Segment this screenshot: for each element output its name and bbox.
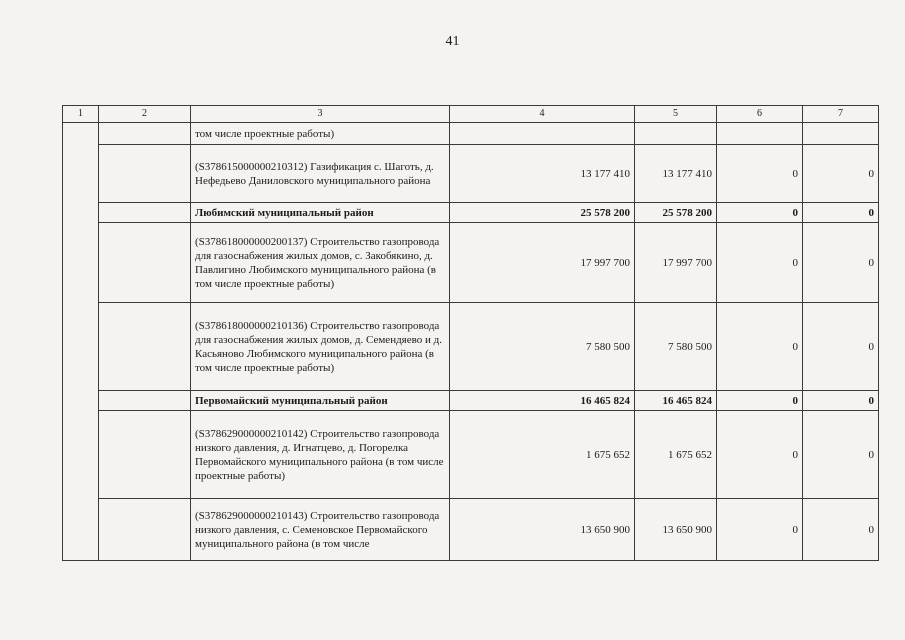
row-number-cell (63, 123, 99, 561)
amount-cell (635, 123, 717, 145)
table-row (63, 499, 879, 561)
header-cell: 3 (191, 106, 450, 123)
header-cell: 1 (63, 106, 99, 123)
amount-cell: 13 650 900 (450, 499, 635, 561)
amount-cell: 1 675 652 (635, 411, 717, 499)
description-cell: (S378629000000210143) Строительство газопровода низкого давления, с. Семеновское Первомайского муниципального района (в том числе (191, 499, 450, 561)
code-cell (99, 145, 191, 203)
table-row (63, 123, 879, 145)
amount-cell: 7 580 500 (635, 303, 717, 391)
amount-cell: 0 (717, 203, 803, 223)
header-cell: 7 (803, 106, 879, 123)
description-cell: (S378629000000210142) Строительство газопровода низкого давления, д. Игнатцево, д. Погорелка Первомайского муниципального района (в том числе проектные работы) (191, 411, 450, 499)
code-cell (99, 203, 191, 223)
table-row (63, 303, 879, 391)
amount-cell: 0 (803, 145, 879, 203)
code-cell (99, 391, 191, 411)
header-cell: 2 (99, 106, 191, 123)
amount-cell: 25 578 200 (450, 203, 635, 223)
district-name: Первомайский муниципальный район (191, 391, 450, 411)
table-header-row (63, 106, 879, 123)
amount-cell: 0 (803, 411, 879, 499)
amount-cell: 0 (717, 223, 803, 303)
amount-cell (450, 123, 635, 145)
amount-cell: 0 (717, 411, 803, 499)
amount-cell: 16 465 824 (450, 391, 635, 411)
description-cell: (S378615000000210312) Газификация с. Шаготь, д. Нефедьево Даниловского муниципального района (191, 145, 450, 203)
amount-cell: 13 177 410 (450, 145, 635, 203)
amount-cell: 16 465 824 (635, 391, 717, 411)
amount-cell: 7 580 500 (450, 303, 635, 391)
budget-table (62, 105, 879, 561)
table-row (63, 411, 879, 499)
district-subtotal-row (63, 203, 879, 223)
header-cell: 6 (717, 106, 803, 123)
district-name: Любимский муниципальный район (191, 203, 450, 223)
header-cell: 5 (635, 106, 717, 123)
amount-cell: 0 (717, 145, 803, 203)
description-cell: том числе проектные работы) (191, 123, 450, 145)
amount-cell: 0 (803, 391, 879, 411)
amount-cell: 1 675 652 (450, 411, 635, 499)
amount-cell: 17 997 700 (450, 223, 635, 303)
amount-cell: 0 (717, 391, 803, 411)
table-row (63, 145, 879, 203)
amount-cell: 0 (717, 303, 803, 391)
amount-cell: 17 997 700 (635, 223, 717, 303)
code-cell (99, 223, 191, 303)
amount-cell: 0 (803, 499, 879, 561)
amount-cell: 13 177 410 (635, 145, 717, 203)
amount-cell: 0 (803, 303, 879, 391)
code-cell (99, 499, 191, 561)
description-cell: (S378618000000210136) Строительство газопровода для газоснабжения жилых домов, д. Семендяево и д. Касьяново Любимского муниципального района (в том числе проектные работы) (191, 303, 450, 391)
code-cell (99, 123, 191, 145)
amount-cell (803, 123, 879, 145)
table-row (63, 223, 879, 303)
page-number: 41 (445, 34, 460, 49)
code-cell (99, 411, 191, 499)
amount-cell: 0 (803, 223, 879, 303)
amount-cell: 13 650 900 (635, 499, 717, 561)
amount-cell (717, 123, 803, 145)
header-cell: 4 (450, 106, 635, 123)
description-cell: (S378618000000200137) Строительство газопровода для газоснабжения жилых домов, с. Закобякино, д. Павлигино Любимского муниципального района (в том числе проектные работы) (191, 223, 450, 303)
amount-cell: 0 (717, 499, 803, 561)
code-cell (99, 303, 191, 391)
amount-cell: 0 (803, 203, 879, 223)
district-subtotal-row (63, 391, 879, 411)
amount-cell: 25 578 200 (635, 203, 717, 223)
